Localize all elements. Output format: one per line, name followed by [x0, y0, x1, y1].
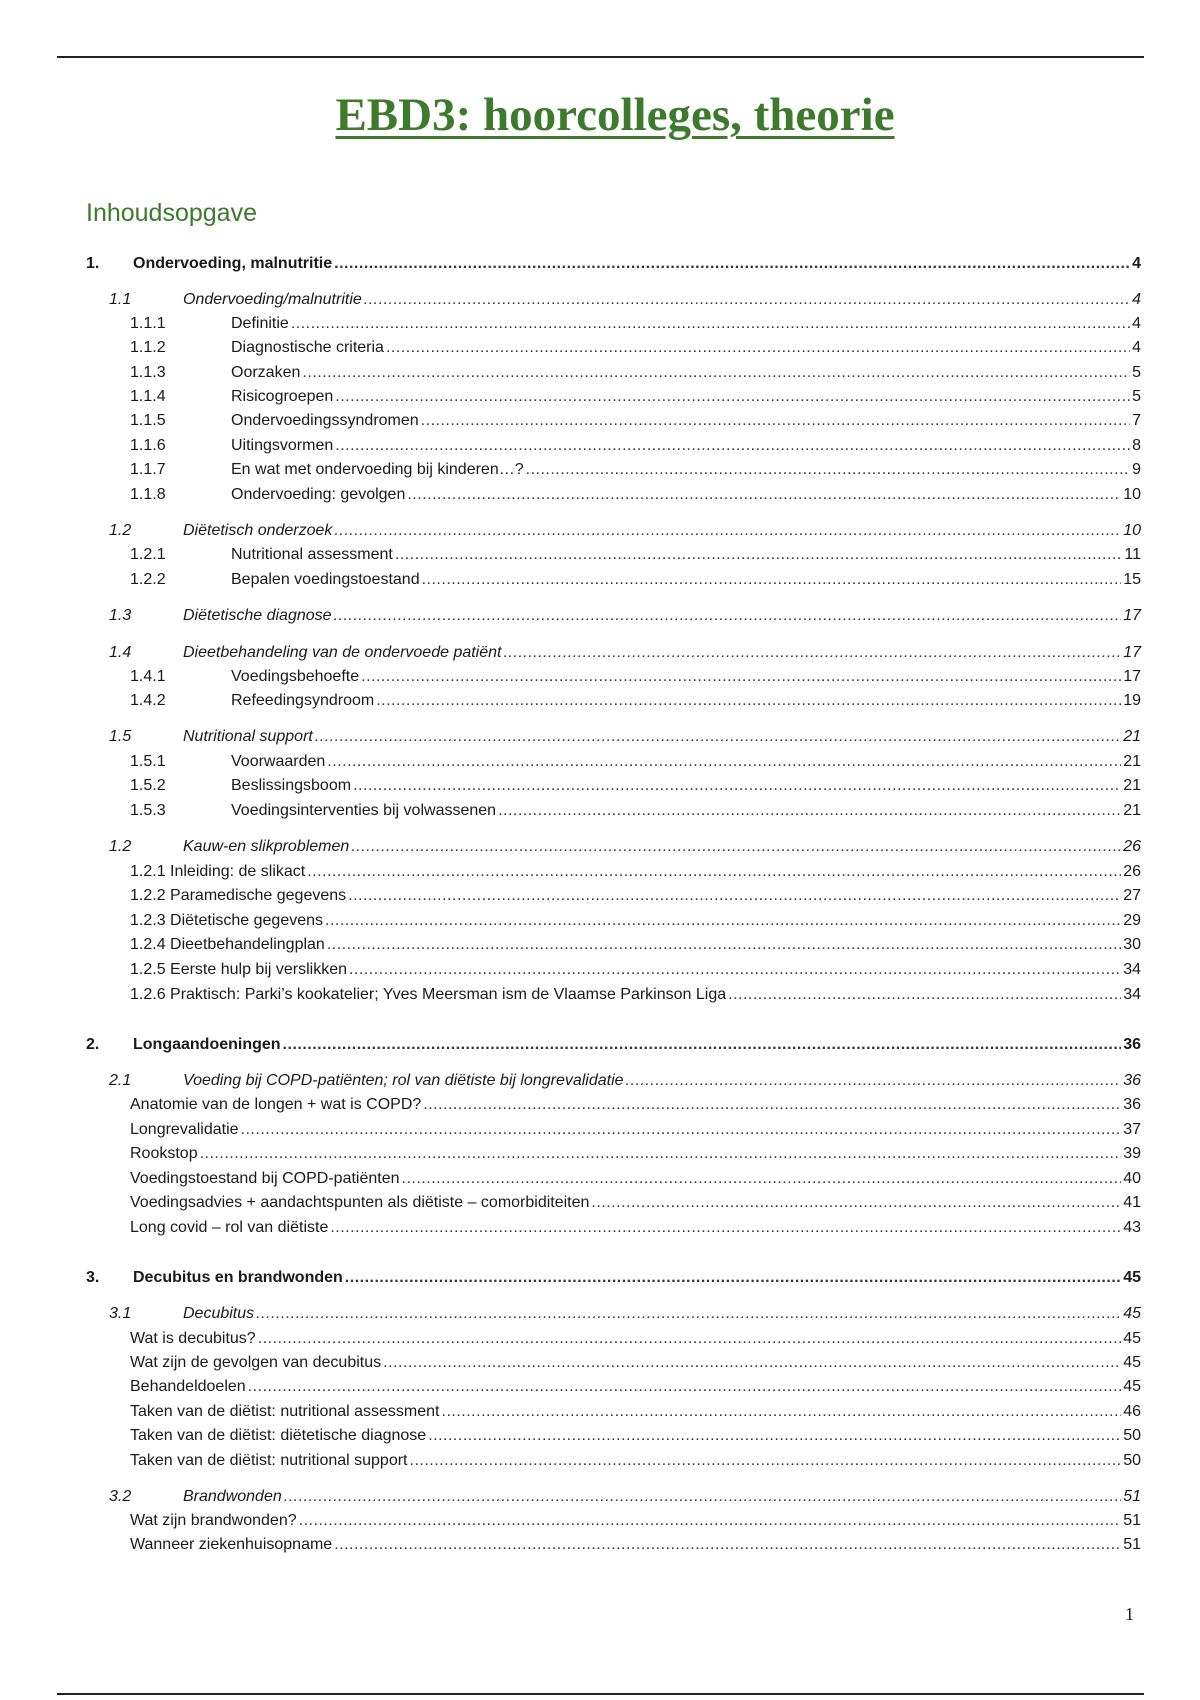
toc-entry[interactable]	[130, 800, 1141, 822]
toc-entry-page: 26	[1123, 863, 1141, 880]
toc-dot-leader	[256, 1303, 1121, 1325]
toc-entry[interactable]	[130, 959, 1141, 981]
toc-entry-page: 41	[1123, 1194, 1141, 1211]
toc-entry-label: Voedingstoestand bij COPD-patiënten	[130, 1170, 400, 1187]
toc-dot-leader	[241, 1119, 1122, 1141]
toc-entry-label: Longrevalidatie	[130, 1121, 239, 1138]
toc-dot-leader	[503, 642, 1121, 664]
toc-entry-page: 50	[1123, 1452, 1141, 1469]
toc-entry-label: Anatomie van de longen + wat is COPD?	[130, 1096, 422, 1113]
toc-entry[interactable]	[109, 605, 1141, 627]
toc-entry-number: 1.1.2	[130, 339, 166, 356]
toc-dot-leader	[283, 1034, 1122, 1056]
toc-entry-label: 1.2.4 Dieetbehandelingplan	[130, 936, 325, 953]
toc-entry-page: 4	[1132, 339, 1141, 356]
toc-dot-leader	[258, 1328, 1122, 1350]
toc-entry[interactable]	[130, 690, 1141, 712]
toc-dot-leader	[349, 959, 1121, 981]
toc-entry[interactable]	[109, 1070, 1141, 1092]
toc-entry[interactable]	[109, 642, 1141, 664]
toc-entry-label: 1.2.5 Eerste hulp bij verslikken	[130, 961, 347, 978]
toc-dot-leader	[407, 484, 1121, 506]
toc-entry-page: 5	[1132, 364, 1141, 381]
toc-entry-page: 10	[1123, 522, 1141, 539]
toc-entry-page: 30	[1123, 936, 1141, 953]
toc-entry-page: 17	[1123, 644, 1141, 661]
toc-dot-leader	[442, 1401, 1122, 1423]
toc-entry-label: Diëtetisch onderzoek	[183, 522, 333, 539]
toc-entry-label: Diagnostische criteria	[231, 339, 384, 356]
toc-dot-leader	[200, 1143, 1122, 1165]
toc-entry-label: 1.2.3 Diëtetische gegevens	[130, 912, 324, 929]
toc-entry-page: 45	[1123, 1378, 1141, 1395]
toc-dot-leader	[626, 1070, 1122, 1092]
toc-entry-page: 29	[1123, 912, 1141, 929]
toc-entry-page: 27	[1123, 887, 1141, 904]
toc-dot-leader	[361, 666, 1121, 688]
toc-dot-leader	[386, 337, 1130, 359]
toc-entry-page: 51	[1123, 1488, 1141, 1505]
toc-entry[interactable]	[130, 934, 1141, 956]
toc-entry[interactable]	[130, 1510, 1141, 1532]
footer-rule	[57, 1693, 1144, 1695]
toc-entry-label: Uitingsvormen	[231, 437, 334, 454]
toc-entry-number: 1.1.5	[130, 412, 166, 429]
toc-entry[interactable]	[130, 1328, 1141, 1350]
toc-entry-label: Ondervoeding/malnutritie	[183, 291, 362, 308]
toc-entry-number: 1.4	[109, 644, 132, 661]
toc-entry-page: 10	[1123, 486, 1141, 503]
toc-entry-page: 7	[1132, 412, 1141, 429]
toc-dot-leader	[335, 386, 1130, 408]
toc-dot-leader	[284, 1486, 1121, 1508]
toc-dot-leader	[421, 410, 1130, 432]
toc-entry[interactable]	[86, 253, 1141, 275]
toc-entry[interactable]	[86, 1267, 1141, 1289]
toc-entry-page: 36	[1123, 1036, 1141, 1053]
toc-entry-number: 2.1	[109, 1072, 132, 1089]
toc-dot-leader	[395, 544, 1123, 566]
toc-entry-label: Wanneer ziekenhuisopname	[130, 1536, 333, 1553]
toc-entry-label: Behandeldoelen	[130, 1378, 246, 1395]
toc-entry-label: Ondervoeding, malnutritie	[133, 255, 333, 272]
toc-dot-leader	[383, 1352, 1121, 1374]
toc-entry-label: Dieetbehandeling van de ondervoede patiënt	[183, 644, 502, 661]
toc-entry-page: 11	[1124, 546, 1141, 563]
toc-dot-leader	[428, 1425, 1121, 1447]
toc-entry-label: Taken van de diëtist: nutritional support	[130, 1452, 408, 1469]
toc-entry-page: 4	[1132, 255, 1141, 272]
toc-entry-number: 3.	[86, 1269, 100, 1286]
toc-entry[interactable]	[130, 910, 1141, 932]
toc-entry-number: 1.5.2	[130, 777, 166, 794]
toc-entry-label: Taken van de diëtist: nutritional assessment	[130, 1403, 440, 1420]
toc-entry[interactable]	[130, 337, 1141, 359]
toc-entry[interactable]	[130, 569, 1141, 591]
toc-entry-number: 1.4.1	[130, 668, 166, 685]
toc-entry-number: 1.1.7	[130, 461, 166, 478]
toc-dot-leader	[334, 605, 1122, 627]
toc-entry-label: Voeding bij COPD-patiënten; rol van diëtiste bij longrevalidatie	[183, 1072, 624, 1089]
toc-entry-number: 1.1.8	[130, 486, 166, 503]
toc-entry-label: Wat is decubitus?	[130, 1330, 256, 1347]
toc-dot-leader	[315, 726, 1121, 748]
toc-entry[interactable]	[130, 1450, 1141, 1472]
toc-entry-page: 8	[1132, 437, 1141, 454]
toc-dot-leader	[526, 459, 1130, 481]
toc-entry-label: 1.2.1 Inleiding: de slikact	[130, 863, 306, 880]
toc-entry-number: 1.1.6	[130, 437, 166, 454]
toc-entry[interactable]	[130, 1119, 1141, 1141]
toc-entry-number: 3.1	[109, 1305, 132, 1322]
toc-entry-page: 15	[1123, 571, 1141, 588]
toc-dot-leader	[348, 885, 1121, 907]
toc-entry-label: Decubitus	[183, 1305, 255, 1322]
toc-dot-leader	[325, 910, 1121, 932]
toc-entry-label: Beslissingsboom	[231, 777, 352, 794]
toc-entry-label: 1.2.6 Praktisch: Parki’s kookatelier; Yves Meersman ism de Vlaamse Parkinson Liga	[130, 986, 727, 1003]
page-number: 1	[1125, 1604, 1134, 1624]
toc-entry-page: 21	[1123, 802, 1141, 819]
document-title: EBD3: hoorcolleges, theorie	[335, 89, 895, 141]
toc-dot-leader	[327, 934, 1121, 956]
toc-entry[interactable]	[130, 1425, 1141, 1447]
toc-entry-page: 19	[1123, 692, 1141, 709]
toc-dot-leader	[327, 751, 1121, 773]
toc-entry-label: Rookstop	[130, 1145, 198, 1162]
toc-entry[interactable]	[130, 885, 1141, 907]
toc-entry[interactable]	[130, 1217, 1141, 1239]
toc-dot-leader	[334, 520, 1121, 542]
toc-entry-page: 51	[1123, 1536, 1141, 1553]
toc-entry[interactable]	[109, 520, 1141, 542]
toc-entry-label: Refeedingsyndroom	[231, 692, 375, 709]
toc-entry-label: Risicogroepen	[231, 388, 334, 405]
toc-entry-page: 43	[1123, 1219, 1141, 1236]
toc-entry-page: 17	[1123, 668, 1141, 685]
toc-entry[interactable]	[109, 1303, 1141, 1325]
toc-entry[interactable]	[130, 861, 1141, 883]
toc-entry-page: 4	[1132, 315, 1141, 332]
toc-entry[interactable]	[130, 1168, 1141, 1190]
toc-entry-label: Decubitus en brandwonden	[133, 1269, 343, 1286]
toc-entry[interactable]	[130, 459, 1141, 481]
toc-entry-label: Taken van de diëtist: diëtetische diagnose	[130, 1427, 427, 1444]
toc-entry[interactable]	[130, 386, 1141, 408]
toc-dot-leader	[402, 1168, 1122, 1190]
toc-dot-leader	[498, 800, 1121, 822]
toc-entry[interactable]	[130, 666, 1141, 688]
toc-dot-leader	[302, 362, 1130, 384]
toc-entry-label: Nutritional assessment	[231, 546, 393, 563]
toc-entry-number: 1.5.3	[130, 802, 166, 819]
toc-entry-number: 1.4.2	[130, 692, 166, 709]
toc-entry-page: 39	[1123, 1145, 1141, 1162]
toc-entry-label: Voedingsbehoefte	[231, 668, 360, 685]
toc-entry[interactable]	[130, 435, 1141, 457]
toc-entry[interactable]	[109, 726, 1141, 748]
toc-entry-label: En wat met ondervoeding bij kinderen…?	[231, 461, 524, 478]
toc-entry[interactable]	[130, 1094, 1141, 1116]
toc-dot-leader	[248, 1376, 1122, 1398]
toc-entry-label: Bepalen voedingstoestand	[231, 571, 420, 588]
toc-heading: Inhoudsopgave	[86, 199, 257, 227]
toc-entry-label: Nutritional support	[183, 728, 313, 745]
toc-entry-label: Long covid – rol van diëtiste	[130, 1219, 329, 1236]
toc-entry[interactable]	[130, 775, 1141, 797]
toc-entry-page: 50	[1123, 1427, 1141, 1444]
toc-entry-page: 36	[1123, 1096, 1141, 1113]
toc-entry-page: 45	[1123, 1354, 1141, 1371]
toc-entry-page: 40	[1123, 1170, 1141, 1187]
toc-dot-leader	[351, 836, 1121, 858]
toc-entry-page: 5	[1132, 388, 1141, 405]
toc-entry[interactable]	[130, 362, 1141, 384]
toc-entry-number: 1.1.1	[130, 315, 166, 332]
toc-entry[interactable]	[130, 410, 1141, 432]
toc-entry-label: Longaandoeningen	[133, 1036, 281, 1053]
toc-entry-page: 26	[1123, 838, 1141, 855]
toc-entry-number: 1.2.1	[130, 546, 166, 563]
toc-entry-label: Wat zijn de gevolgen van decubitus	[130, 1354, 382, 1371]
toc-entry-page: 21	[1123, 728, 1141, 745]
toc-entry-number: 1.3	[109, 607, 132, 624]
toc-entry-page: 21	[1123, 777, 1141, 794]
toc-dot-leader	[728, 984, 1121, 1006]
toc-dot-leader	[422, 569, 1122, 591]
toc-entry-number: 1.2	[109, 522, 132, 539]
toc-entry-number: 3.2	[109, 1488, 132, 1505]
toc-entry-page: 9	[1132, 461, 1141, 478]
toc-entry-label: Brandwonden	[183, 1488, 282, 1505]
toc-entry-label: Kauw-en slikproblemen	[183, 838, 350, 855]
toc-entry-page: 45	[1123, 1305, 1141, 1322]
toc-entry-label: Oorzaken	[231, 364, 301, 381]
toc-entry-page: 34	[1123, 986, 1141, 1003]
toc-dot-leader	[307, 861, 1121, 883]
toc-entry-page: 37	[1123, 1121, 1141, 1138]
toc-entry-page: 46	[1123, 1403, 1141, 1420]
toc-dot-leader	[353, 775, 1121, 797]
toc-entry-page: 17	[1123, 607, 1141, 624]
toc-entry-label: Voorwaarden	[231, 753, 326, 770]
toc-dot-leader	[423, 1094, 1121, 1116]
toc-dot-leader	[334, 1534, 1121, 1556]
toc-entry-number: 1.	[86, 255, 100, 272]
toc-entry[interactable]	[130, 1143, 1141, 1165]
toc-dot-leader	[364, 289, 1130, 311]
toc-dot-leader	[376, 690, 1121, 712]
toc-entry-label: Wat zijn brandwonden?	[130, 1512, 297, 1529]
toc-entry-label: Voedingsinterventies bij volwassenen	[231, 802, 497, 819]
toc-entry[interactable]	[130, 1376, 1141, 1398]
toc-entry-label: Ondervoeding: gevolgen	[231, 486, 406, 503]
toc-entry-page: 34	[1123, 961, 1141, 978]
toc-entry-number: 1.1.4	[130, 388, 166, 405]
toc-entry-page: 36	[1123, 1072, 1141, 1089]
toc-entry[interactable]	[109, 289, 1141, 311]
toc-entry-page: 21	[1123, 753, 1141, 770]
toc-entry-label: Voedingsadvies + aandachtspunten als diëtiste – comorbiditeiten	[130, 1194, 590, 1211]
toc-entry-page: 51	[1123, 1512, 1141, 1529]
toc-entry-page: 45	[1123, 1330, 1141, 1347]
toc-entry[interactable]	[130, 544, 1141, 566]
toc-entry[interactable]	[130, 1352, 1141, 1374]
toc-dot-leader	[330, 1217, 1121, 1239]
toc-entry[interactable]	[130, 484, 1141, 506]
toc-entry-number: 1.5	[109, 728, 132, 745]
toc-entry[interactable]	[130, 1534, 1141, 1556]
toc-entry-label: 1.2.2 Paramedische gegevens	[130, 887, 347, 904]
toc-dot-leader	[299, 1510, 1122, 1532]
toc-entry-label: Definitie	[231, 315, 289, 332]
toc-entry-page: 45	[1123, 1269, 1141, 1286]
toc-entry[interactable]	[130, 1401, 1141, 1423]
toc-entry-label: Diëtetische diagnose	[183, 607, 332, 624]
toc-entry[interactable]	[130, 751, 1141, 773]
toc-entry[interactable]	[130, 1192, 1141, 1214]
toc-dot-leader	[291, 313, 1130, 335]
toc-entry[interactable]	[130, 313, 1141, 335]
toc-entry-page: 4	[1132, 291, 1141, 308]
toc-dot-leader	[591, 1192, 1121, 1214]
toc-dot-leader	[410, 1450, 1122, 1472]
toc-dot-leader	[345, 1267, 1121, 1289]
toc-entry[interactable]	[109, 836, 1141, 858]
toc-entry-number: 1.1.3	[130, 364, 166, 381]
toc-dot-leader	[334, 253, 1130, 275]
toc-entry-number: 1.2	[109, 838, 132, 855]
toc-entry-number: 1.2.2	[130, 571, 166, 588]
toc-entry[interactable]	[130, 984, 1141, 1006]
toc-dot-leader	[335, 435, 1130, 457]
toc-entry-number: 2.	[86, 1036, 100, 1053]
toc-entry[interactable]	[86, 1034, 1141, 1056]
toc-entry[interactable]	[109, 1486, 1141, 1508]
toc-entry-label: Ondervoedingssyndromen	[231, 412, 419, 429]
toc-entry-number: 1.5.1	[130, 753, 166, 770]
toc-entry-number: 1.1	[109, 291, 132, 308]
